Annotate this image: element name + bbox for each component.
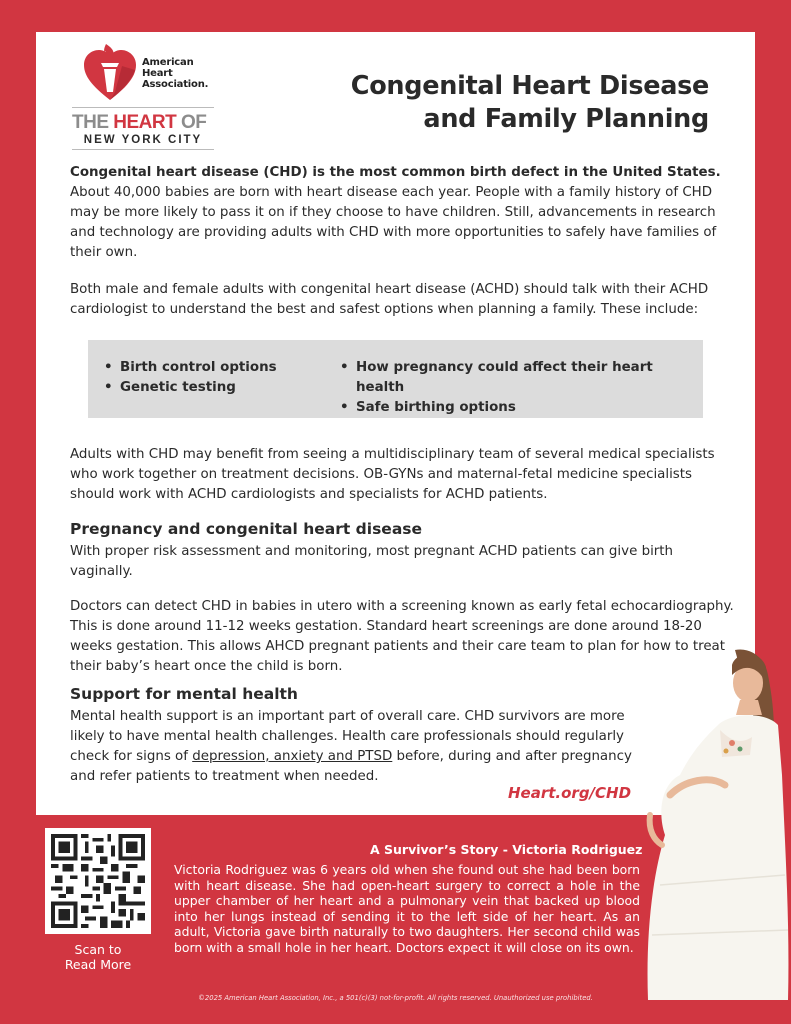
options-list xyxy=(102,358,277,398)
planning-paragraph: Both male and female adults with congenital heart disease (ACHD) should talk with their ACHD cardiologist to understand the best and safest options when planning a family. These include: xyxy=(70,282,709,317)
qr-caption-line: Read More xyxy=(64,957,132,972)
story-text: Victoria Rodriguez was 6 years old when she found out she had been born with heart disease. She had open-heart surgery to correct a hole in the upper chamber of her heart and a pulmonary vein that backed up blood into her lungs instead of sending it to the left side of her heart. As an adult, Victoria gave birth naturally to two daughters. Her second child was born with a small hole in her heart. Doctors expect it will close on its own. xyxy=(174,862,640,955)
screening-paragraph: Doctors can detect CHD in babies in utero with a screening known as early fetal echocardiography. This is done around 11-12 weeks gestation. Standard heart screenings are done around 18-20 weeks gestation. This allows AHCD pregnant patients and their care team to plan for how to treat their baby’s heart once the child is born. xyxy=(70,599,734,674)
logo-org-line: Association. xyxy=(142,78,209,90)
title-line: Congenital Heart Disease xyxy=(350,71,709,101)
copyright-footer: ©2025 American Heart Association, Inc., a 501(c)(3) not-for-profit. All rights reserved. Unauthorized use prohibited. xyxy=(198,994,593,1002)
story-title: A Survivor’s Story - Victoria Rodriguez xyxy=(370,842,643,857)
qr-caption-line: Scan to xyxy=(74,942,122,957)
mental-health-text: Mental health support is an important part of overall care. CHD survivors are more likely to have mental health challenges. Health care professionals should regularly check for signs of xyxy=(70,709,625,764)
aha-logo xyxy=(72,42,214,150)
option-item: • Genetic testing xyxy=(102,378,277,398)
options-box xyxy=(88,340,703,418)
logo-city: NEW YORK CITY xyxy=(83,134,203,146)
heart-torch-icon xyxy=(82,42,138,104)
title-line: and Family Planning xyxy=(423,104,709,134)
page-title xyxy=(351,70,709,136)
qr-code-icon xyxy=(51,834,145,928)
tagline-of: OF xyxy=(176,112,207,133)
mental-health-link[interactable]: depression, anxiety and PTSD xyxy=(192,749,393,764)
logo-org-line: Heart xyxy=(142,67,173,79)
tagline-the: THE xyxy=(72,112,114,133)
intro-lead: Congenital heart disease (CHD) is the most common birth defect in the United States. xyxy=(70,165,721,180)
intro-paragraph xyxy=(70,163,740,263)
option-item: • Safe birthing options xyxy=(338,398,703,418)
pregnancy-heading: Pregnancy and congenital heart disease xyxy=(70,520,423,538)
team-paragraph: Adults with CHD may benefit from seeing a multidisciplinary team of several medical specialists who work together on treatment decisions. OB-GYNs and maternal-fetal medicine specialists should work with ACHD cardiologists and specialists for ACHD patients. xyxy=(70,447,715,502)
pregnancy-paragraph: With proper risk assessment and monitoring, most pregnant ACHD patients can give birth vaginally. xyxy=(70,544,674,579)
mental-health-text: before, during and after pregnancy and refer patients to treatment when needed. xyxy=(70,749,632,784)
website-link[interactable]: Heart.org/CHD xyxy=(508,784,632,802)
mental-health-paragraph xyxy=(70,707,650,787)
intro-rest: About 40,000 babies are born with heart disease each year. People with a family history of CHD may be more likely to pass it on if they choose to have children. Still, advancements in research and technology are providing adults with CHD with more opportunities to safely have families of their own. xyxy=(70,185,717,260)
mental-health-heading: Support for mental health xyxy=(70,685,298,703)
logo-tagline xyxy=(72,113,214,133)
logo-org-line: American xyxy=(142,56,194,68)
survivor-photo xyxy=(640,645,791,1015)
qr-code[interactable] xyxy=(45,828,151,934)
tagline-heart: HEART xyxy=(113,112,177,133)
logo-divider xyxy=(72,149,214,150)
logo-divider xyxy=(72,107,214,108)
option-item: • Birth control options xyxy=(102,358,277,378)
qr-caption xyxy=(45,942,151,972)
options-list xyxy=(338,358,703,418)
option-item: • How pregnancy could affect their heart health xyxy=(338,358,703,398)
